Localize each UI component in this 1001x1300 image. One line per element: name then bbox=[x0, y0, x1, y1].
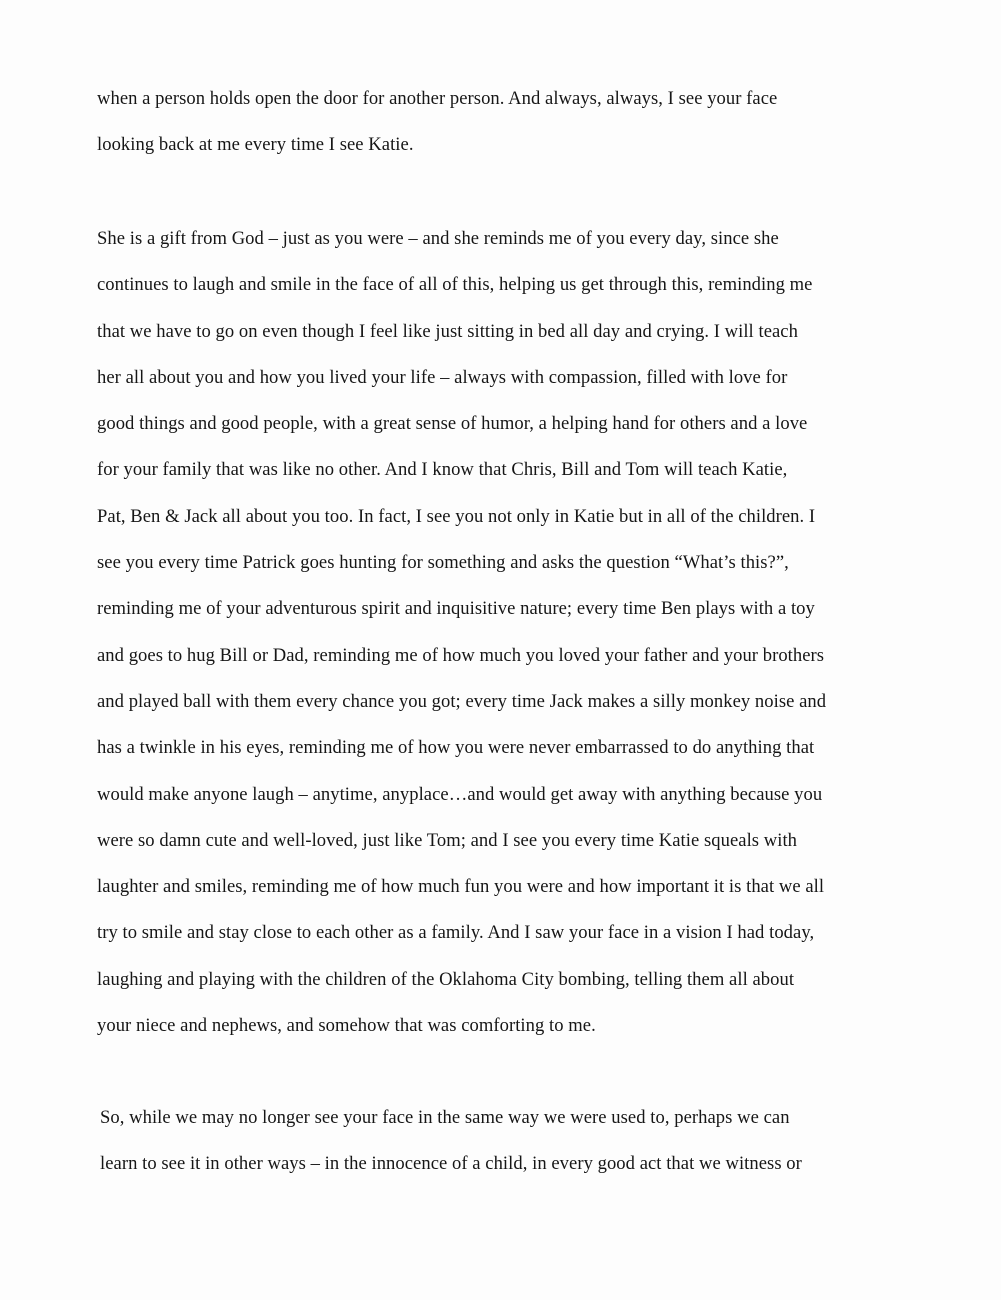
paragraph-2 bbox=[97, 216, 897, 1049]
paragraph-1 bbox=[97, 76, 897, 169]
text-line: She is a gift from God – just as you were – and she reminds me of you every day, since she bbox=[97, 228, 779, 249]
text-line: has a twinkle in his eyes, reminding me of how you were never embarrassed to do anything that bbox=[97, 737, 815, 759]
text-line: were so damn cute and well-loved, just like Tom; and I see you every time Katie squeals with bbox=[97, 829, 798, 851]
text-line: her all about you and how you lived your life – always with compassion, filled with love for bbox=[97, 366, 788, 388]
text-line: good things and good people, with a great sense of humor, a helping hand for others and a love bbox=[97, 413, 808, 435]
text-line: continues to laugh and smile in the face of all of this, helping us get through this, reminding me bbox=[97, 274, 813, 296]
text-line: your niece and nephews, and somehow that was comforting to me. bbox=[97, 1015, 596, 1037]
text-line: try to smile and stay close to each other as a family. And I saw your face in a vision I had today, bbox=[97, 922, 815, 944]
text-line: would make anyone laugh – anytime, anyplace…and would get away with anything because you bbox=[97, 783, 823, 805]
text-line: that we have to go on even though I feel like just sitting in bed all day and crying. I will teach bbox=[97, 320, 798, 342]
text-line: learn to see it in other ways – in the innocence of a child, in every good act that we witness or bbox=[100, 1153, 802, 1175]
text-line: Pat, Ben & Jack all about you too. In fact, I see you not only in Katie but in all of the children. I bbox=[97, 505, 816, 527]
text-line: see you every time Patrick goes hunting for something and asks the question “What’s this?”, bbox=[97, 552, 789, 574]
text-line: reminding me of your adventurous spirit and inquisitive nature; every time Ben plays with a toy bbox=[97, 598, 815, 620]
text-line: and goes to hug Bill or Dad, reminding me of how much you loved your father and your brothers bbox=[97, 644, 825, 666]
text-line: and played ball with them every chance you got; every time Jack makes a silly monkey noise and bbox=[97, 690, 827, 712]
text-line: laughing and playing with the children of the Oklahoma City bombing, telling them all about bbox=[97, 968, 795, 990]
text-line: So, while we may no longer see your face in the same way we were used to, perhaps we can bbox=[100, 1107, 790, 1128]
text-line: when a person holds open the door for another person. And always, always, I see your face bbox=[97, 88, 778, 109]
paragraph-3 bbox=[100, 1095, 900, 1188]
text-line: for your family that was like no other. And I know that Chris, Bill and Tom will teach Katie, bbox=[97, 459, 788, 481]
text-line: looking back at me every time I see Katie. bbox=[97, 134, 414, 156]
text-line: laughter and smiles, reminding me of how much fun you were and how important it is that we all bbox=[97, 876, 825, 898]
